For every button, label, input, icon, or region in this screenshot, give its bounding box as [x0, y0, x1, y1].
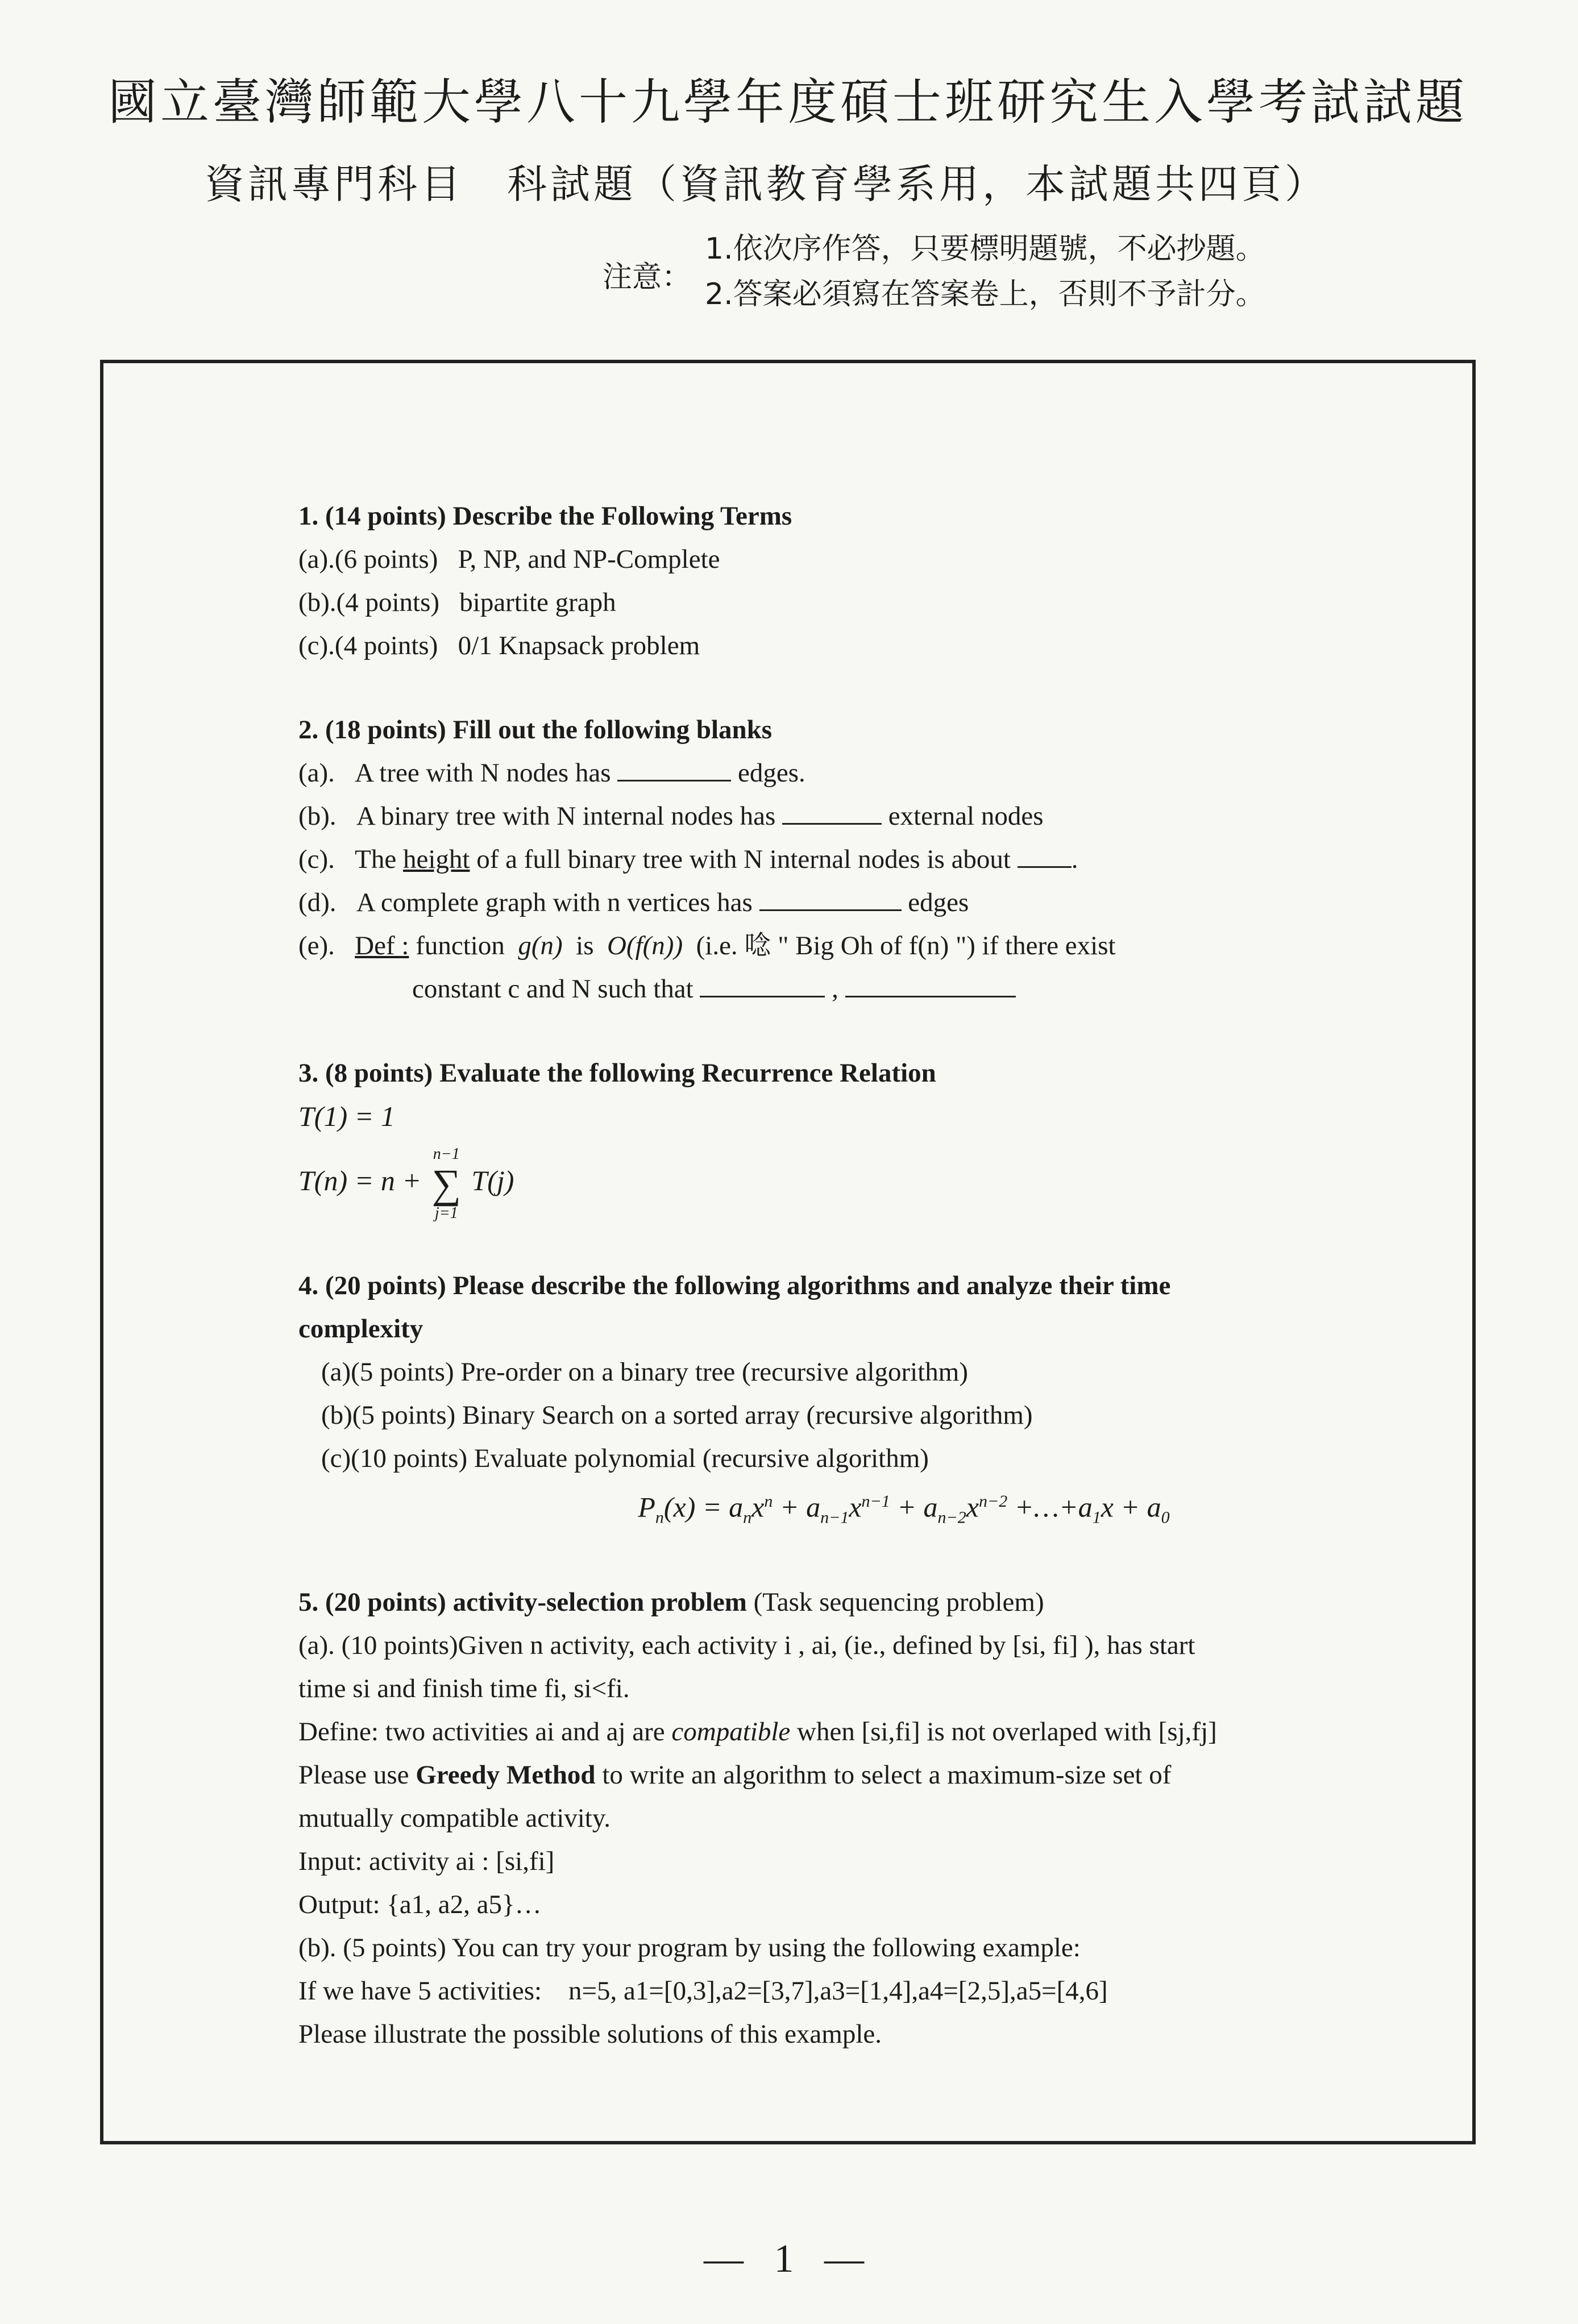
question-2: [298, 708, 1407, 1011]
item-text: is: [576, 931, 594, 961]
question-heading: 1. (14 points) Describe the Following Terms: [298, 501, 792, 531]
item-text: of a full binary tree with N internal nodes is about: [476, 845, 1011, 874]
exam-subtitle: 資訊專門科目 科試題（資訊教育學系用，本試題共四頁）: [205, 161, 1328, 207]
answer-blank: [700, 972, 825, 997]
item-text: A complete graph with n vertices has: [356, 888, 753, 917]
question-item: [298, 581, 1407, 624]
question-text: Output: {a1, a2, a5}…: [298, 1889, 542, 1919]
sigma-symbol: ∑: [431, 1161, 461, 1207]
question-item: (b)(5 points) Binary Search on a sorted array (recursive algorithm): [321, 1400, 1033, 1430]
item-text: The: [355, 845, 397, 874]
question-text: [298, 1753, 1407, 1797]
recurrence-base: T(1) = 1: [298, 1100, 395, 1132]
item-text: Please use: [298, 1760, 409, 1790]
answer-blank: [782, 799, 882, 825]
notice-item-2: 2.答案必須寫在答案卷上，否則不予計分。: [705, 277, 1265, 311]
item-text-bold: Greedy Method: [416, 1760, 596, 1790]
question-heading: 2. (18 points) Fill out the following blanks: [298, 715, 773, 745]
question-item: (a)(5 points) Pre-order on a binary tree (recursive algorithm): [321, 1357, 968, 1387]
recurrence-equation: [298, 1138, 1407, 1223]
answer-blank: [845, 972, 1016, 997]
question-heading: 4. (20 points) Please describe the following algorithms and analyze their time: [298, 1271, 1171, 1300]
answer-blank: [759, 885, 902, 911]
item-text: 唸: [744, 930, 771, 961]
item-text: A tree with N nodes has: [355, 758, 611, 788]
item-text: .: [1071, 845, 1078, 874]
item-label: (e).: [298, 931, 335, 961]
sum-lower-limit: j=1: [434, 1204, 458, 1222]
math-expression: T(j): [471, 1165, 514, 1196]
question-item: [298, 881, 1407, 924]
summation: [432, 1145, 461, 1223]
item-text: constant c and N such that: [412, 974, 694, 1004]
question-heading-continued: complexity: [298, 1314, 423, 1344]
item-text-underlined: height: [403, 845, 470, 874]
math-expression: T(n) = n +: [298, 1165, 422, 1196]
question-text: (a). (10 points)Given n activity, each activity i , ai, (ie., defined by [si, fi] ), has start: [298, 1630, 1195, 1660]
notice-label: 注意：: [603, 260, 692, 294]
question-text: time si and finish time fi, si<fi.: [298, 1673, 630, 1703]
item-text: ,: [832, 974, 838, 1004]
item-text: when [si,fi] is not overlaped with [sj,fj]: [797, 1716, 1217, 1747]
question-3: [298, 1051, 1407, 1223]
item-text: Define: two activities ai and aj are: [298, 1716, 665, 1747]
questions: [298, 494, 1407, 2097]
question-item: [298, 751, 1407, 795]
question-heading: [298, 1581, 1407, 1624]
question-text: (b). (5 points) You can try your program by using the following example:: [298, 1932, 1081, 1963]
question-1: [298, 494, 1407, 667]
heading-rest: (Task sequencing problem): [753, 1587, 1044, 1617]
notice-block: [603, 224, 1398, 315]
item-label: (b).: [298, 801, 337, 831]
question-item: (c)(10 points) Evaluate polynomial (recursive algorithm): [321, 1444, 929, 1473]
item-text: P, NP, and NP-Complete: [458, 544, 720, 574]
item-label: (b).(4 points): [298, 588, 440, 617]
heading-bold: 5. (20 points) activity-selection problem: [298, 1587, 747, 1617]
answer-blank: [617, 756, 731, 781]
item-text: to write an algorithm to select a maximum-size set of: [602, 1760, 1172, 1790]
item-text: external nodes: [888, 801, 1044, 831]
item-text: bipartite graph: [459, 588, 616, 617]
math-expression: g(n): [518, 931, 563, 961]
question-item: [298, 924, 1407, 967]
exam-title: 國立臺灣師範大學八十九學年度碩士班研究生入學考試試題: [108, 74, 1468, 131]
item-text: edges: [908, 888, 969, 917]
question-text: If we have 5 activities: n=5, a1=[0,3],a2=[3,7],a3=[1,4],a4=[2,5],a5=[4,6]: [298, 1976, 1108, 2006]
sum-upper-limit: n−1: [433, 1145, 460, 1163]
item-text: edges.: [738, 758, 805, 788]
question-text: [298, 1710, 1407, 1753]
question-5: [298, 1581, 1407, 2056]
item-label: (d).: [298, 888, 337, 917]
answer-blank: [1018, 842, 1072, 868]
question-4: [298, 1264, 1407, 1540]
question-item: [298, 795, 1407, 838]
question-heading: 3. (8 points) Evaluate the following Recurrence Relation: [298, 1058, 936, 1088]
item-text: " Big Oh of f(n) ") if there exist: [778, 931, 1116, 961]
question-text: Please illustrate the possible solutions of this example.: [298, 2019, 882, 2049]
item-text: function: [416, 931, 505, 961]
math-expression: O(f(n)): [607, 931, 683, 961]
question-text: Input: activity ai : [si,fi]: [298, 1846, 555, 1876]
question-text: mutually compatible activity.: [298, 1803, 611, 1833]
item-label: (a).: [298, 758, 335, 788]
question-item: [298, 538, 1407, 581]
item-label: (a).(6 points): [298, 544, 438, 574]
item-text: A binary tree with N internal nodes has: [356, 801, 776, 831]
question-item-continued: [298, 967, 1407, 1011]
item-text: (i.e.: [696, 931, 738, 961]
question-item: [298, 838, 1407, 881]
polynomial-formula: $P_n(x) = a_nx^n + a_{n-1}x^{n-1} + a_{n-2}x^{n-2}$ $+\dots+a_1x + a_0$: [638, 1491, 1170, 1527]
item-text: 0/1 Knapsack problem: [458, 631, 700, 660]
notice-item-1: 1.依次序作答，只要標明題號，不必抄題。: [705, 232, 1265, 266]
question-item: [298, 624, 1407, 667]
item-text-emphasis: compatible: [671, 1716, 791, 1747]
page-number: — 1 —: [704, 2237, 874, 2281]
item-label: (c).(4 points): [298, 631, 438, 660]
definition-label: Def :: [355, 931, 409, 961]
item-label: (c).: [298, 845, 335, 874]
